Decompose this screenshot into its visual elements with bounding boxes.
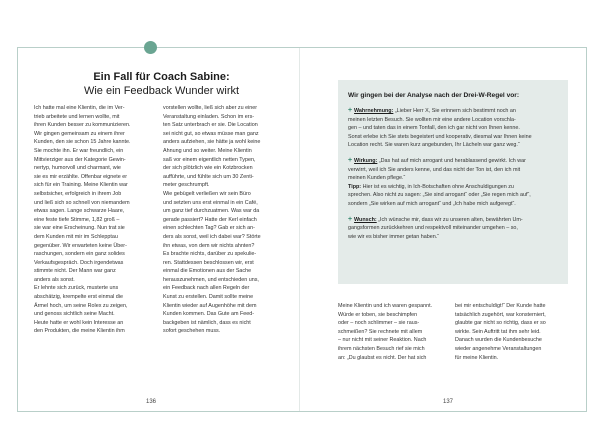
chapter-title	[34, 70, 289, 98]
box-text-line: verwirrt, weil ich Sie anders kenne, und das nicht der Ton ist, den ich mit	[348, 166, 521, 173]
text-line: anders als sonst.	[34, 276, 75, 283]
text-line: – nur nicht mit seiner Reaktion. Nach	[338, 337, 427, 344]
text-line: Heute hatte er wohl kein Interesse an	[34, 319, 124, 326]
page-gutter	[299, 48, 300, 411]
text-line: selbstsicher, erfolgreich in ihrem Job	[34, 190, 122, 197]
box-item	[348, 157, 558, 209]
text-line: Kunden kommen. Das Gute am Feed-	[163, 311, 255, 318]
box-text-line: + Wunsch: „Ich wünsche mir, dass wir zu unseren alten, bewährten Um-	[348, 215, 523, 223]
text-line: Klientin wieder auf Augenhöhe mit dem	[163, 302, 257, 309]
text-line: für meine Klientin.	[455, 354, 499, 361]
text-line: aufführte, und fühlte sich um 30 Zenti-	[163, 173, 254, 180]
text-line: und setzten uns erst einmal in ein Café,	[163, 199, 258, 206]
text-line: nertyp, humorvoll und charmant, wie	[34, 165, 121, 172]
text-line: Veranstaltung einladen. Schon im ers-	[163, 113, 255, 120]
page-number-left: 136	[146, 399, 157, 405]
text-line: den Produkten, die meine Klientin ihm	[34, 328, 125, 335]
text-line: Er lehnte sich zurück, musterte uns	[34, 285, 119, 292]
text-line: Kunst zu erstellen. Damit sollte meine	[163, 294, 254, 301]
text-line: ihn etwas, von dem wir nichts ahnten?	[163, 242, 255, 249]
text-line: wirkte. Sein Auftritt tat ihm sehr leid.	[455, 328, 541, 335]
text-line: ihrem nächsten Besuch rief sie mich	[338, 345, 425, 352]
text-line: Würde er toben, sie beschimpfen	[338, 311, 418, 318]
title-line-1: Ein Fall für Coach Sabine:	[93, 71, 230, 83]
text-line: dem Kunden mit mir im Schlepptau	[34, 233, 118, 240]
drei-w-regel-box	[338, 80, 568, 284]
box-item	[348, 107, 558, 150]
text-line: sich für ein Training. Meine Klientin war	[34, 182, 128, 189]
text-line: Sie mochte ihn. Er war freundlich, ein	[34, 147, 124, 154]
right-page-column-2	[455, 302, 546, 362]
tip-label: Tipp:	[348, 183, 362, 190]
text-line: tatsächlich zugehört, war konsterniert,	[455, 311, 546, 318]
box-text-line: gangsformen zurückkehren und respektvoll miteinander umgehen – so,	[348, 225, 518, 232]
text-line: sofort geschehen muss.	[163, 328, 221, 335]
decorative-dot-icon	[144, 41, 157, 54]
text-line: Ich hatte mal eine Klientin, die im Ver-	[34, 105, 125, 111]
text-line: und genoss sichtlich seine Macht.	[34, 311, 115, 318]
text-line: Wir gingen gemeinsam zu einem ihrer	[34, 130, 125, 137]
text-line: Meine Klientin und ich waren gespannt.	[338, 303, 433, 309]
text-line: ren. Stattdessen beschlossen wir, erst	[163, 259, 254, 266]
text-line: an: „Du glaubst es nicht. Der hat sich	[338, 354, 427, 361]
text-line: bei mir entschuldigt!“ Der Kunde hatte	[455, 303, 546, 309]
text-line: stimmte nicht. Der Mann war ganz	[34, 268, 116, 275]
text-line: oder – noch schlimmer – sie raus-	[338, 320, 420, 327]
text-line: ein Feedback nach allen Regeln der	[163, 285, 250, 292]
text-line: Ahnung und so weiter. Meine Klientin	[163, 147, 252, 154]
text-line: gegenüber. Wir erwarteten keine Über-	[34, 242, 127, 249]
text-line: Es brachte nichts, darüber zu spekulie-	[163, 251, 257, 258]
text-line: eine feste tiefe Stimme, 1,82 groß –	[34, 216, 120, 223]
text-line: saß vor einem eigentlich netten Typen,	[163, 156, 256, 163]
left-page-column-1	[34, 104, 131, 336]
text-line: raschungen, sondern ein ganz solides	[34, 251, 125, 258]
text-line: und ließ sich so schnell von niemandem	[34, 199, 130, 206]
box-text-line: + Wahrnehmung: „Lieber Herr X, Sie erinnern sich bestimmt noch an	[348, 107, 516, 114]
box-text-line: gen – und taten das in einem Tonfall, den ich gar nicht von Ihnen kenne.	[348, 125, 520, 132]
text-line: Ärmel hoch, um seine Rolex zu zeigen,	[34, 302, 128, 309]
box-items	[348, 107, 558, 241]
box-item-keyword: Wirkung:	[354, 157, 378, 164]
text-line: trieb arbeitete und lernen wollte, mit	[34, 113, 120, 120]
text-line: Kunden, den sie schon 15 Jahre kannte.	[34, 139, 131, 146]
text-line: glaubte gar nicht so richtig, dass er so	[455, 320, 546, 327]
tip-text-line: sondern „Sie wirken auf mich arrogant“ und „Ich habe mich aufgeregt“.	[348, 200, 516, 207]
text-line: um ganz tief durchzuatmen. Was war da	[163, 208, 260, 215]
tip-text-line: Tipp: Hier ist es wichtig, in Ich-Botschaften ohne Anschuldigungen zu	[348, 183, 514, 190]
text-line: vorstellen wollte, ließ sich aber zu einer	[163, 105, 258, 111]
box-text-line: Location recht. Sie waren kurz angebunden, Ihr Lächeln war ganz weg.“	[348, 142, 520, 149]
box-item-keyword: Wunsch:	[354, 216, 377, 223]
box-item	[348, 216, 558, 242]
left-page-column-2	[163, 104, 261, 336]
text-line: Wie gebügelt verließen wir sein Büro	[163, 190, 251, 197]
box-text-line: wie wir es bisher immer getan haben.“	[348, 233, 440, 240]
box-text-line: meinen Kunden pflege.“	[348, 175, 406, 182]
text-line: einmal die Emotionen aus der Sache	[163, 268, 252, 275]
box-text-line: + Wirkung: „Das hat auf mich arrogant und herablassend gewirkt. Ich war	[348, 156, 526, 164]
box-item-keyword: Wahrnehmung:	[354, 108, 394, 114]
text-line: Mittvierziger aus der Kategorie Gewin-	[34, 156, 126, 163]
page-number-right: 137	[443, 399, 454, 405]
text-line: wieder angenehme Veranstaltungen	[455, 345, 542, 352]
text-line: ten Satz unterbrach er sie. Die Location	[163, 122, 258, 129]
text-line: einen schlechten Tag? Gab er sich an-	[163, 225, 255, 232]
text-line: etwas sagen. Lange schwarze Haare,	[34, 208, 125, 215]
text-line: gerade passiert? Hatte der Kerl einfach	[163, 216, 257, 223]
tip-text-line: sprechen. Also nicht zu sagen: „Sie sind arrogant“ oder „Sie regen mich auf“,	[348, 192, 531, 199]
text-line: sie war eine Erscheinung. Nun trat sie	[34, 225, 125, 232]
plus-icon: +	[348, 107, 355, 114]
text-line: ders als sonst, weil ich dabei war? Störte	[163, 233, 261, 240]
right-page-column-1	[338, 302, 432, 362]
text-line: ihren Kunden besser zu kommunizieren.	[34, 122, 131, 129]
text-line: Danach wurden die Kundenbesuche	[455, 337, 542, 344]
plus-icon: +	[348, 156, 355, 164]
text-line: backgeben ist nämlich, dass es nicht	[163, 319, 251, 326]
text-line: anders aufziehen, sie hätte ja wohl keine	[163, 139, 261, 146]
box-text-line: Sonst erlebe ich Sie stets begeistert und kooperativ, diesmal war Ihnen keine	[348, 133, 532, 140]
text-line: herauszunehmen, und entschieden uns,	[163, 276, 259, 283]
box-heading: Wir gingen bei der Analyse nach der Drei-W-Regel vor:	[348, 92, 520, 99]
box-text-line: meinen letzten Besuch. Sie wollten mir eine andere Location vorschla-	[348, 116, 516, 123]
plus-icon: +	[348, 215, 355, 223]
text-line: Verkaufsgespräch. Doch irgendetwas	[34, 259, 124, 266]
text-line: meter geschrumpft.	[163, 182, 210, 189]
text-line: schmeißen? Sie rechnete mit allem	[338, 328, 423, 335]
text-line: sei nicht gut, so etwas müsse man ganz	[163, 130, 259, 137]
title-line-2: Wie ein Feedback Wunder wirkt	[83, 85, 240, 97]
text-line: der sich plötzlich wie ein Kotzbrocken	[163, 165, 253, 172]
text-line: abschätzig, krempelte erst einmal die	[34, 294, 123, 301]
text-line: sie es mir erzählte. Offenbar eignete er	[34, 173, 128, 180]
